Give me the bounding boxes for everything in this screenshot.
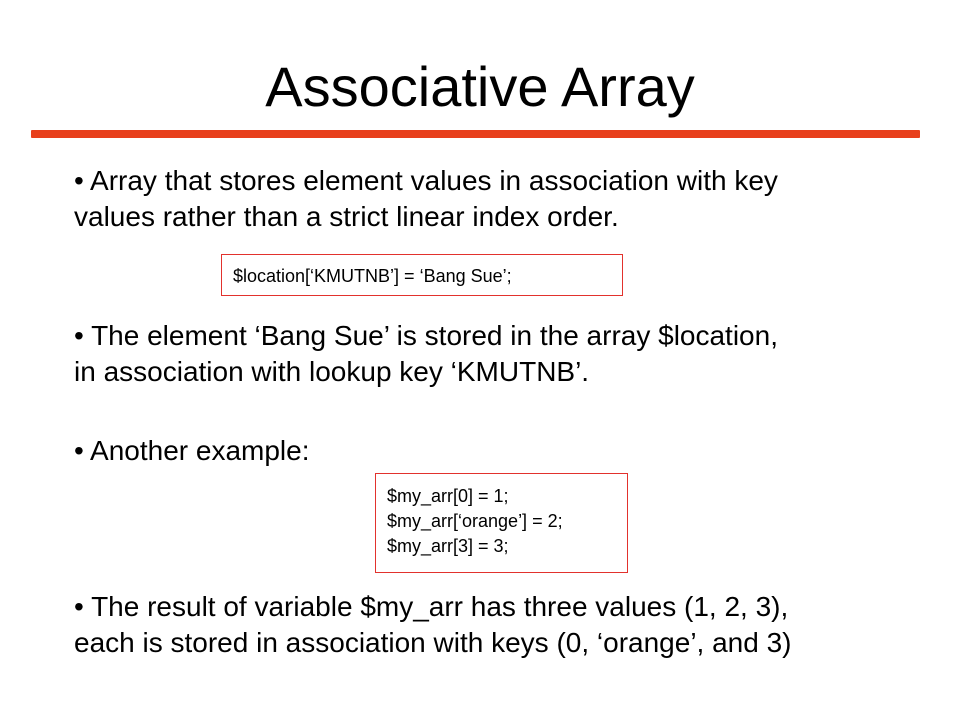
bullet-line: • Another example:	[74, 435, 310, 466]
bullet-line: in association with lookup key ‘KMUTNB’.	[74, 356, 590, 387]
bullet-line: • The element ‘Bang Sue’ is stored in the array $location,	[74, 320, 778, 351]
code-line: $my_arr[‘orange’] = 2;	[387, 511, 563, 531]
code-box-my-arr	[375, 473, 628, 573]
code-line: $my_arr[3] = 3;	[387, 536, 509, 556]
title-underline	[31, 130, 920, 138]
bullet-definition	[74, 163, 778, 235]
bullet-bang-sue	[74, 318, 778, 390]
bullet-line: values rather than a strict linear index order.	[74, 201, 619, 232]
code-line: $my_arr[0] = 1;	[387, 486, 509, 506]
code-line: $location[‘KMUTNB’] = ‘Bang Sue’;	[233, 266, 512, 286]
bullet-line: • Array that stores element values in association with key	[74, 165, 778, 196]
bullet-line: each is stored in association with keys (0, ‘orange’, and 3)	[74, 627, 792, 658]
bullet-result	[74, 589, 792, 661]
bullet-line: • The result of variable $my_arr has three values (1, 2, 3),	[74, 591, 789, 622]
slide-title: Associative Array	[265, 55, 695, 118]
bullet-another-example	[74, 433, 310, 469]
code-box-location	[221, 254, 623, 296]
